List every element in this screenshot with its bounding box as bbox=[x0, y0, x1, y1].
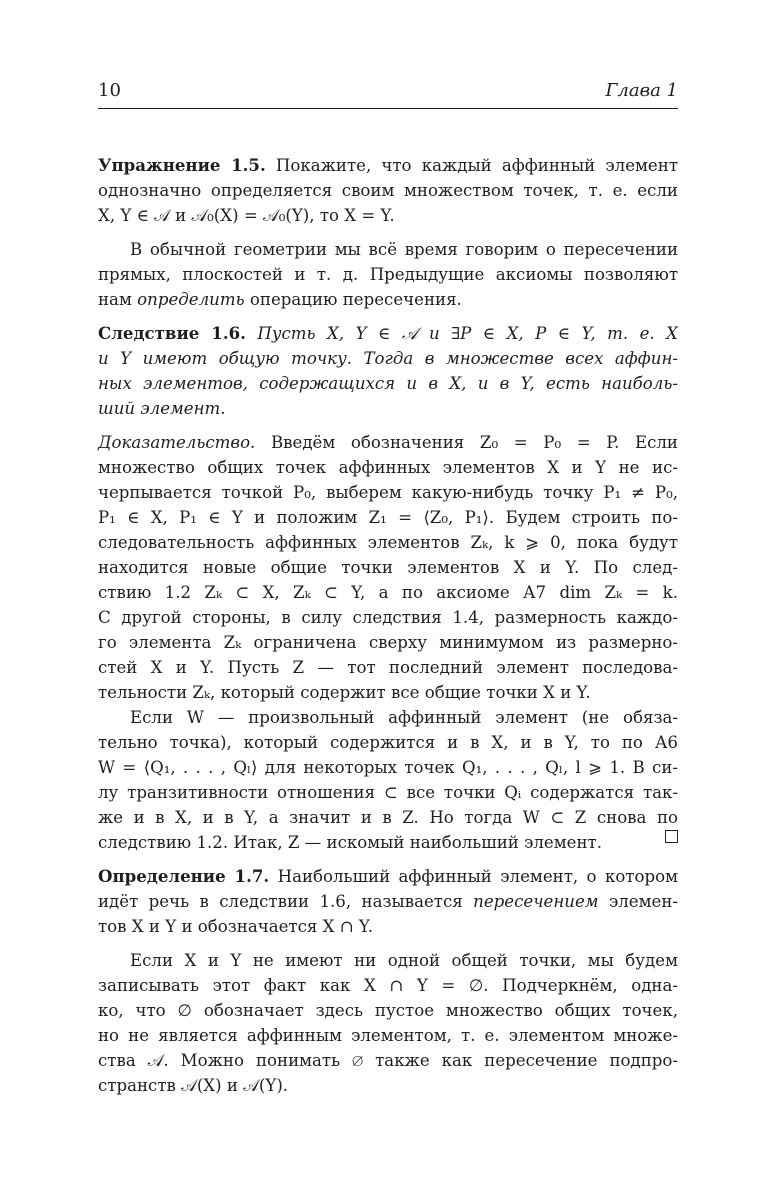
header-rule bbox=[98, 108, 678, 109]
proof-line: следствию 1.2. Итак, Z — искомый наибольший элемент. bbox=[98, 833, 602, 852]
proof-label: Доказательство. bbox=[98, 433, 256, 452]
emphasis-text: определить bbox=[137, 290, 245, 309]
definition-1-7 bbox=[98, 864, 678, 939]
corollary-line: ший элемент. bbox=[98, 399, 226, 418]
definition-label: Определение 1.7. bbox=[98, 866, 270, 886]
proof bbox=[98, 430, 678, 855]
exercise-line: Покажите, что каждый аффинный элемент bbox=[265, 156, 678, 175]
proof-line: стей X и Y. Пусть Z — тот последний элемент последова- bbox=[98, 658, 678, 677]
proof-line: тельно точка), который содержится и в X, и в Y, то по А6 bbox=[98, 733, 678, 752]
page-number: 10 bbox=[98, 80, 121, 101]
book-page bbox=[98, 78, 678, 1098]
definition-line: тов X и Y и обозначается X ∩ Y. bbox=[98, 917, 374, 936]
definition-line: Наибольший аффинный элемент, о котором bbox=[269, 867, 678, 886]
exercise-label: Упражнение 1.5. bbox=[98, 155, 266, 175]
paragraph-line: ства 𝒜. Можно понимать ∅ также как пересечение подпро- bbox=[98, 1051, 678, 1070]
proof-line: же и в X, и в Y, а значит и в Z. Но тогда W ⊂ Z снова по bbox=[98, 808, 678, 827]
corollary-1-6 bbox=[98, 321, 678, 421]
proof-last-line bbox=[98, 830, 678, 855]
corollary-line: Пусть X, Y ∈ 𝒜 и ∃P ∈ X, P ∈ Y, т. е. X bbox=[245, 324, 678, 343]
paragraph-intersection-intro bbox=[98, 237, 678, 312]
proof-line: лу транзитивности отношения ⊂ все точки Qᵢ содержатся так- bbox=[98, 783, 678, 802]
definition-text: элемен- bbox=[598, 892, 678, 911]
paragraph-line: Если X и Y не имеют ни одной общей точки, мы будем bbox=[130, 951, 678, 970]
proof-line: следовательность аффинных элементов Zₖ, k ⩾ 0, пока будут bbox=[98, 533, 678, 552]
exercise-line: X, Y ∈ 𝒜 и 𝒜₀(X) = 𝒜₀(Y), то X = Y. bbox=[98, 206, 395, 225]
paragraph-line: прямых, плоскостей и т. д. Предыдущие аксиомы позволяют bbox=[98, 265, 678, 284]
proof-line: находится новые общие точки элементов X и Y. По след- bbox=[98, 558, 678, 577]
proof-line: P₁ ∈ X, P₁ ∈ Y и положим Z₁ = ⟨Z₀, P₁⟩. Будем строить по- bbox=[98, 508, 678, 527]
paragraph-line: но не является аффинным элементом, т. е. элементом множе- bbox=[98, 1026, 678, 1045]
proof-line: тельности Zₖ, который содержит все общие точки X и Y. bbox=[98, 683, 591, 702]
paragraph-line: В обычной геометрии мы всё время говорим о пересечении bbox=[130, 240, 678, 259]
paragraph-line: записывать этот факт как X ∩ Y = ∅. Подчеркнём, одна- bbox=[98, 976, 678, 995]
proof-line: Введём обозначения Z₀ = P₀ = P. Если bbox=[255, 433, 678, 452]
proof-line: С другой стороны, в силу следствия 1.4, размерность каждо- bbox=[98, 608, 678, 627]
proof-line: черпывается точкой P₀, выберем какую-нибудь точку P₁ ≠ P₀, bbox=[98, 483, 678, 502]
proof-line: ствию 1.2 Zₖ ⊂ X, Zₖ ⊂ Y, а по аксиоме А7 dim Zₖ = k. bbox=[98, 583, 678, 602]
paragraph-text: нам bbox=[98, 290, 138, 309]
proof-line: го элемента Zₖ ограничена сверху минимумом из размерно- bbox=[98, 633, 678, 652]
proof-line: W = ⟨Q₁, . . . , Qₗ⟩ для некоторых точек Q₁, . . . , Qₗ, l ⩾ 1. В си- bbox=[98, 758, 678, 777]
proof-line: Если W — произвольный аффинный элемент (не обяза- bbox=[130, 708, 678, 727]
paragraph-line: ко, что ∅ обозначает здесь пустое множество общих точек, bbox=[98, 1001, 678, 1020]
paragraph-empty-set bbox=[98, 948, 678, 1098]
emphasis-text: пересечением bbox=[473, 892, 599, 911]
qed-square-icon bbox=[665, 830, 678, 843]
definition-text: идёт речь в следствии 1.6, называется bbox=[98, 892, 474, 911]
corollary-label: Следствие 1.6. bbox=[98, 323, 246, 343]
paragraph-text: операцию пересечения. bbox=[244, 290, 462, 309]
running-header bbox=[98, 78, 678, 108]
corollary-line: и Y имеют общую точку. Тогда в множестве всех аффин- bbox=[98, 349, 678, 368]
corollary-line: ных элементов, содержащихся и в X, и в Y, есть наиболь- bbox=[98, 374, 678, 393]
paragraph-line: странств 𝒜(X) и 𝒜(Y). bbox=[98, 1076, 289, 1095]
proof-line: множество общих точек аффинных элементов X и Y не ис- bbox=[98, 458, 678, 477]
exercise-line: однозначно определяется своим множеством точек, т. е. если bbox=[98, 181, 678, 200]
chapter-title: Глава 1 bbox=[605, 80, 678, 101]
exercise-1-5 bbox=[98, 153, 678, 228]
